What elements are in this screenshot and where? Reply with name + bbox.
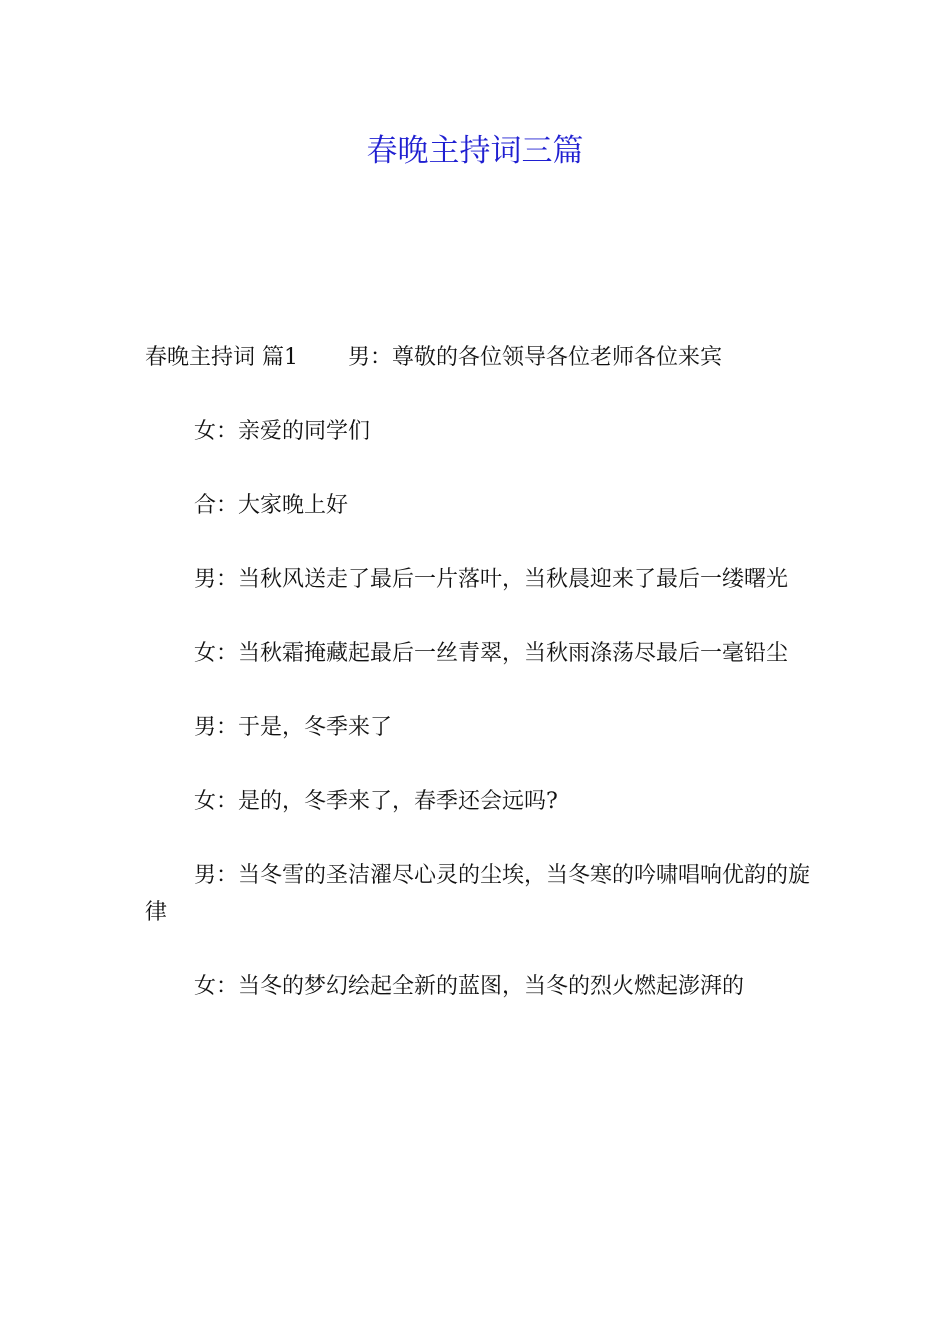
dialogue-paragraph: 男：当秋风送走了最后一片落叶，当秋晨迎来了最后一缕曙光: [194, 567, 789, 592]
document-body: [145, 339, 810, 1042]
dialogue-paragraph: 男：于是，冬季来了: [194, 715, 393, 740]
document-title: 春晚主持词三篇: [366, 133, 584, 169]
dialogue-paragraph: 女：亲爱的同学们: [194, 419, 371, 444]
dialogue-paragraph: 男：当冬雪的圣洁濯尽心灵的尘埃，当冬寒的吟啸唱响优韵的旋律: [145, 863, 811, 925]
dialogue-paragraph: 合：大家晚上好: [194, 493, 349, 518]
section-heading: 春晚主持词 篇1: [145, 345, 298, 370]
section-first-line: [145, 339, 810, 376]
dialogue-paragraph: 女：当冬的梦幻绘起全新的蓝图，当冬的烈火燃起澎湃的: [194, 974, 745, 999]
dialogue-paragraph: 女：当秋霜掩藏起最后一丝青翠，当秋雨涤荡尽最后一毫铅尘: [194, 641, 789, 666]
dialogue-paragraph: 女：是的，冬季来了，春季还会远吗?: [194, 789, 558, 814]
dialogue-line: 男：尊敬的各位领导各位老师各位来宾: [348, 345, 723, 370]
